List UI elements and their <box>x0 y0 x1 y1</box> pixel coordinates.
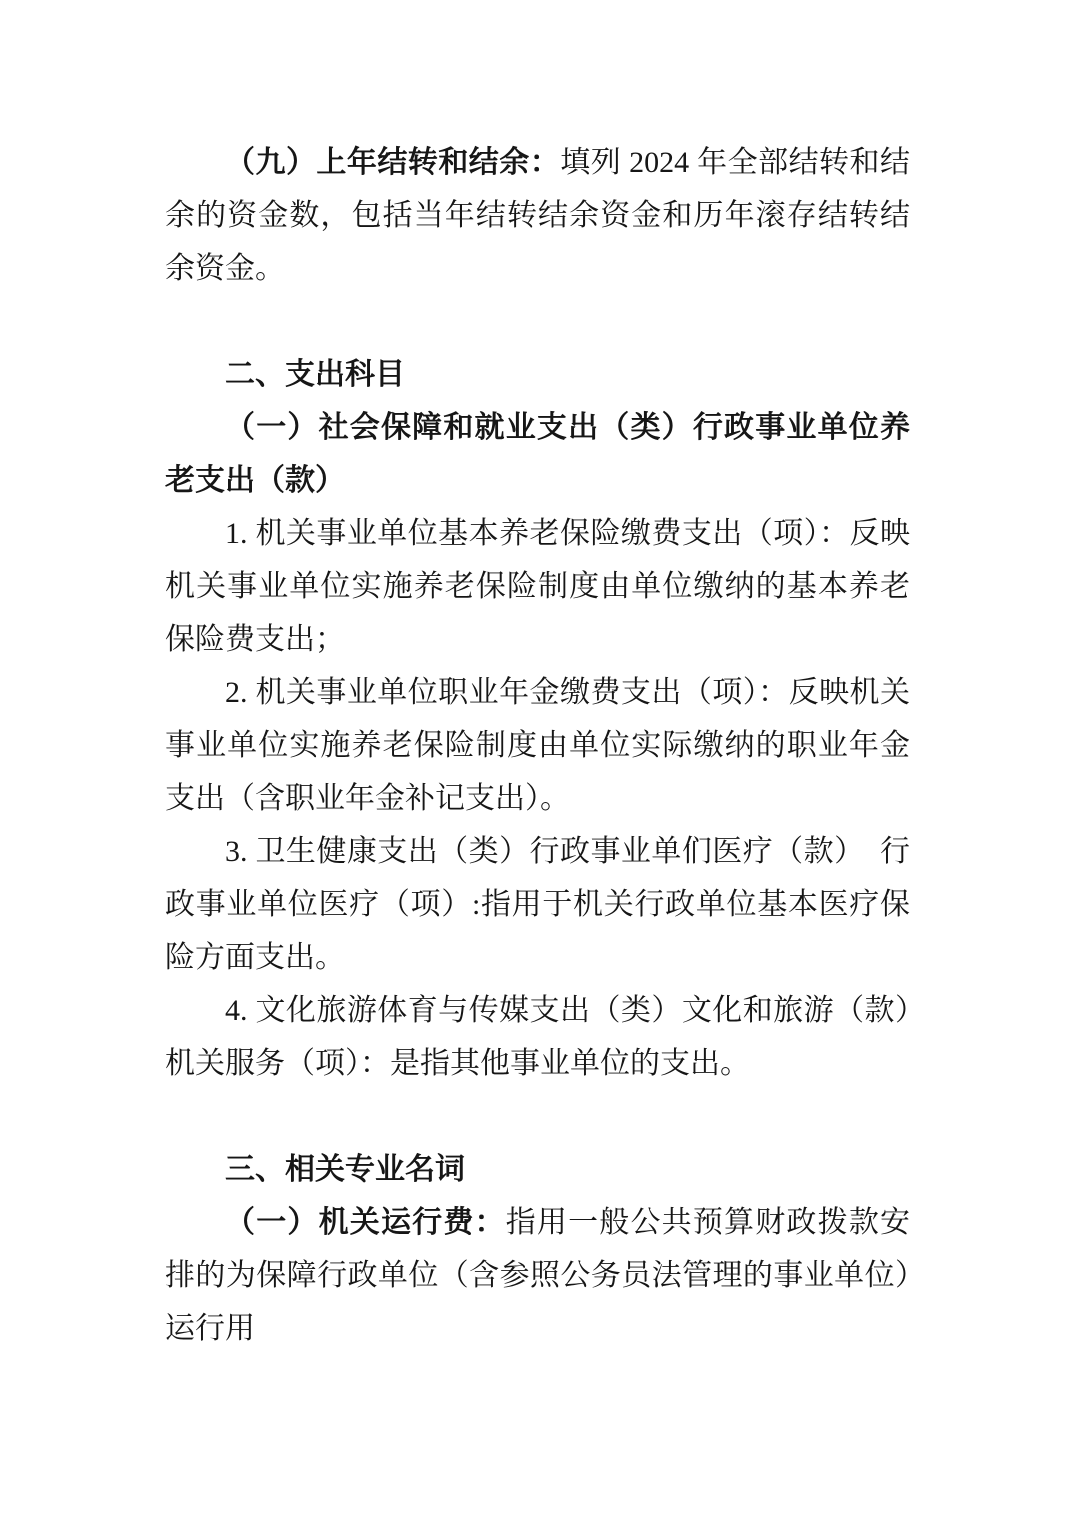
section-heading <box>165 348 910 401</box>
paragraph-text: 4. 文化旅游体育与传媒支出（类）文化和旅游（款）机关服务（项）：是指其他事业单位的支出。 <box>165 994 910 1080</box>
subsection-heading <box>165 401 910 507</box>
paragraph <box>165 507 910 666</box>
document-content <box>165 136 910 1355</box>
paragraph <box>165 136 910 295</box>
paragraph <box>165 1196 910 1355</box>
section-heading-text: 三、相关专业名词 <box>225 1153 465 1186</box>
paragraph-text: 2. 机关事业单位职业年金缴费支出（项）：反映机关事业单位实施养老保险制度由单位实际缴纳的职业年金支出（含职业年金补记支出）。 <box>165 676 910 815</box>
subsection-heading-text: （一）社会保障和就业支出（类）行政事业单位养老支出（款） <box>165 411 910 497</box>
paragraph <box>165 984 910 1090</box>
paragraph-text: 3. 卫生健康支出（类）行政事业单们医疗（款） 行政事业单位医疗（项）:指用于机关行政单位基本医疗保险方面支出。 <box>165 835 910 974</box>
paragraph <box>165 666 910 825</box>
paragraph-lead: （九）上年结转和结余： <box>225 146 561 179</box>
paragraph-text: 1. 机关事业单位基本养老保险缴费支出（项）：反映机关事业单位实施养老保险制度由单位缴纳的基本养老保险费支出； <box>165 517 910 656</box>
paragraph-text: 填列 2024 年全部结转和结余的资金数，包括当年结转结余资金和历年滚存结转结余资金。 <box>165 146 911 285</box>
section-heading <box>165 1143 910 1196</box>
section-heading-text: 二、支出科目 <box>225 358 405 391</box>
paragraph-text: 指用一般公共预算财政拨款安排的为保障行政单位（含参照公务员法管理的事业单位）运行用 <box>165 1206 911 1345</box>
paragraph <box>165 825 910 984</box>
paragraph-lead: （一）机关运行费： <box>225 1206 506 1239</box>
